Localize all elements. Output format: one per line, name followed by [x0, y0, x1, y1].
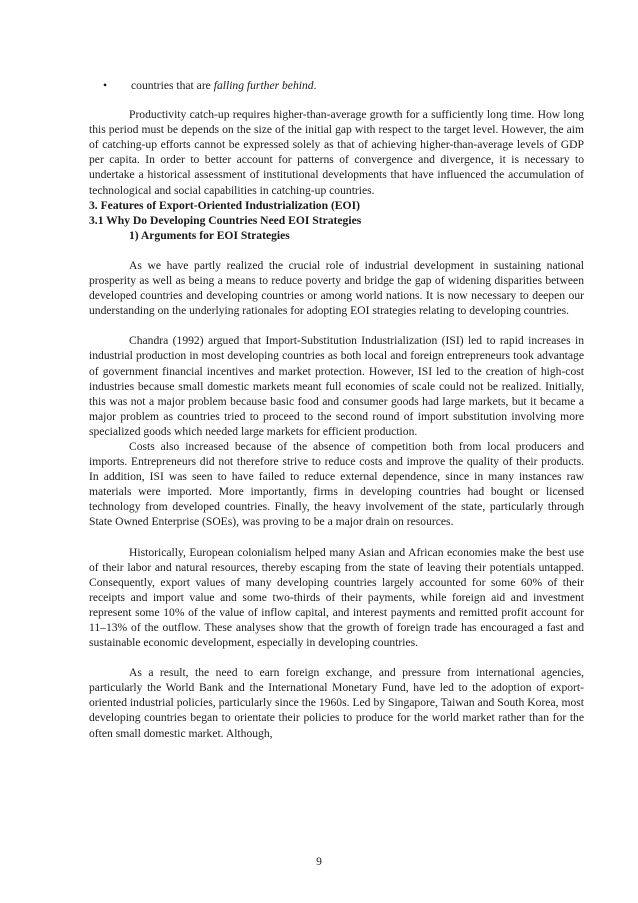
bullet-icon: • — [103, 79, 108, 92]
paragraph-colonialism: Historically, European colonialism helped many Asian and African economies make the best use of their labor and natural resources, thereby escaping from the state of leaving their potentials untapped. Consequently, export values of many developing countries largely accounted for some 60% of their receipts and import value and some two-thirds of their payments, while foreign aid and investment represent some 10% of the value of inflow capital, and interest payments and remitted profit account for 11–13% of the outflow. These analyses show that the growth of foreign trade has encouraged a fast and sustainable economic development, especially in developing countries. — [89, 545, 584, 650]
bullet-text-suffix: . — [313, 79, 317, 92]
paragraph-productivity-catch-up: Productivity catch-up requires higher-than-average growth for a sufficiently long time. How long this period must be depends on the size of the initial gap with respect to the target level. However, the aim of catching-up efforts cannot be expressed solely as that of achieving higher-than-average levels of GDP per capita. In order to better account for patterns of convergence and divergence, it is necessary to undertake a historical assessment of institutional developments that have influenced the accumulation of technological and social capabilities in catching-up countries. — [89, 108, 584, 197]
bullet-item — [89, 78, 584, 93]
paragraph-industrial-development: As we have partly realized the crucial role of industrial development in sustaining national prosperity as well as being a means to reduce poverty and bridge the gap of widening disparities between developed countries and developing countries or among world nations. It is now necessary to deepen our understanding on the underlying rationales for adopting EOI strategies relating to developing countries. — [89, 258, 584, 318]
section-heading: 3. Features of Export-Oriented Industrialization (EOI) — [89, 198, 360, 212]
page-content — [89, 78, 584, 741]
paragraph-costs: Costs also increased because of the absence of competition both from local producers and imports. Entrepreneurs did not therefore strive to reduce costs and improve the quality of their products. In addition, ISI was seen to have failed to reduce external dependence, since in many instances raw materials were imported. More importantly, firms in developing countries had bought or licensed technology from developed countries. Finally, the heavy involvement of the state, particularly through State Owned Enterprise (SOEs), was proving to be a major drain on resources. — [89, 439, 584, 529]
subsubsection-heading: 1) Arguments for EOI Strategies — [129, 228, 290, 242]
page-number: 9 — [316, 855, 322, 868]
bullet-text-prefix: countries that are — [131, 79, 214, 92]
bullet-text-emphasis: falling further behind — [213, 79, 314, 92]
paragraph-foreign-exchange: As a result, the need to earn foreign exchange, and pressure from international agencies, particularly the World Bank and the International Monetary Fund, have led to the adoption of export-oriented industrial policies, particularly since the 1960s. Led by Singapore, Taiwan and South Korea, most developing countries began to orientate their policies to produce for the world market rather than for the often small domestic market. Although, — [89, 666, 584, 740]
subsection-heading: 3.1 Why Do Developing Countries Need EOI Strategies — [89, 213, 362, 227]
paragraph-chandra-isi: Chandra (1992) argued that Import-Substitution Industrialization (ISI) led to rapid increases in industrial production in most developing countries as both local and foreign entrepreneurs took advantage of government financial incentives and market protection. However, ISI led to the creation of high-cost industries because small domestic markets meant full economies of scale could not be realized. Initially, this was not a major problem because basic food and consumer goods had large markets, but it became a major problem as countries tried to proceed to the second round of import substitution involving more specialized goods which needed large markets for efficient production. — [89, 334, 584, 438]
